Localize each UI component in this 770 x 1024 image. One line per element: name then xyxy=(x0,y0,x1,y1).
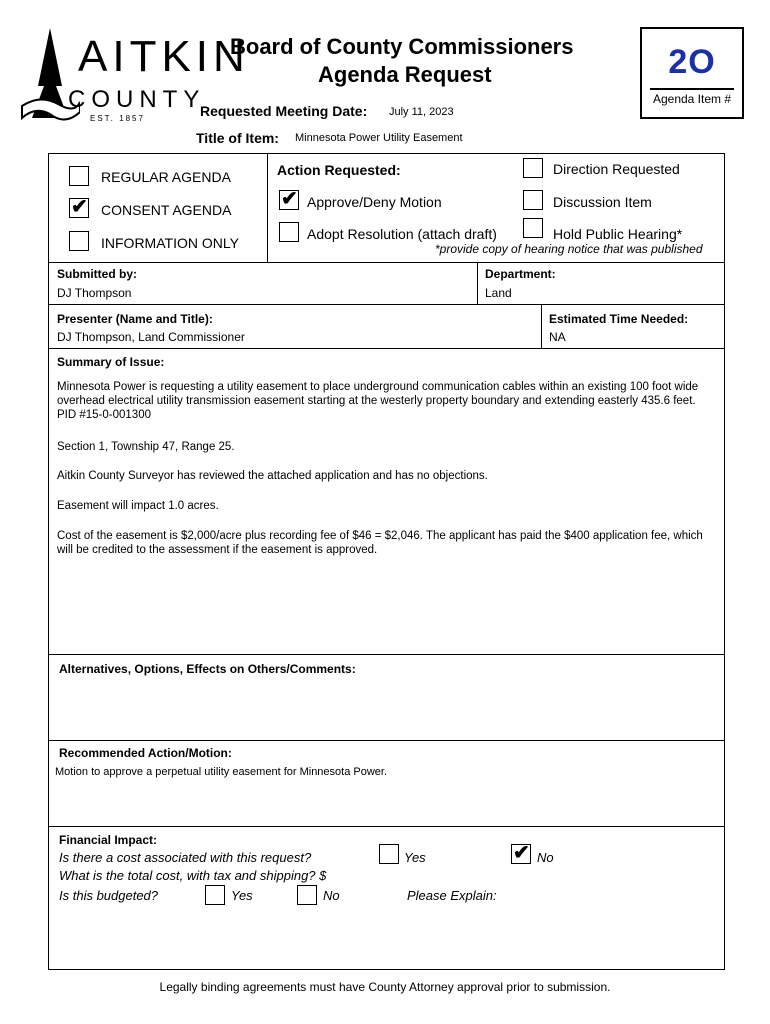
hearing-note: *provide copy of hearing notice that was published xyxy=(435,242,703,256)
title-of-item-label: Title of Item: xyxy=(196,130,279,146)
submitted-by-label: Submitted by: xyxy=(57,267,137,281)
regular-agenda-label: REGULAR AGENDA xyxy=(101,169,231,185)
information-only-checkbox[interactable] xyxy=(69,231,89,251)
divider xyxy=(49,740,724,741)
budgeted-question: Is this budgeted? xyxy=(59,888,159,903)
department-value[interactable]: Land xyxy=(485,286,512,300)
cost-no-checkbox[interactable] xyxy=(511,844,531,864)
check-mark-icon: ✔ xyxy=(281,188,298,210)
budgeted-no-checkbox[interactable] xyxy=(297,885,317,905)
divider xyxy=(49,262,724,263)
cost-yes-label: Yes xyxy=(404,850,426,865)
cost-no-label: No xyxy=(537,850,554,865)
presenter-value[interactable]: DJ Thompson, Land Commissioner xyxy=(57,330,245,344)
agenda-item-box xyxy=(640,27,744,119)
requested-date-value[interactable]: July 11, 2023 xyxy=(389,106,454,118)
total-cost-question: What is the total cost, with tax and shipping? $ xyxy=(59,868,327,883)
discussion-item-checkbox[interactable] xyxy=(523,190,543,210)
submitted-by-value[interactable]: DJ Thompson xyxy=(57,286,132,300)
page-title: Board of County Commissioners xyxy=(230,34,574,59)
summary-paragraph: Minnesota Power is requesting a utility easement to place underground communication cables within an existing 100 foot wide overhead electrical utility transmission easement starting at the westerly property boundary and extending easterly 435.6 feet. PID #15-0-001300 xyxy=(57,381,699,421)
budgeted-yes-checkbox[interactable] xyxy=(205,885,225,905)
discussion-item-label: Discussion Item xyxy=(553,194,652,210)
summary-paragraph: Easement will impact 1.0 acres. xyxy=(57,500,219,512)
check-mark-icon: ✔ xyxy=(71,196,88,218)
summary-label: Summary of Issue: xyxy=(57,355,165,369)
summary-paragraph: Cost of the easement is $2,000/acre plus recording fee of $46 = $2,046. The applicant has paid the $400 application fee, which will be credited to the assessment if the easement is approved. xyxy=(57,530,703,556)
footer-note: Legally binding agreements must have County Attorney approval prior to submission. xyxy=(159,980,611,994)
divider xyxy=(49,348,724,349)
budgeted-no-label: No xyxy=(323,888,340,903)
information-only-label: INFORMATION ONLY xyxy=(101,235,239,251)
budgeted-yes-label: Yes xyxy=(231,888,253,903)
summary-paragraph: Aitkin County Surveyor has reviewed the attached application and has no objections. xyxy=(57,470,488,482)
logo-word-county: COUNTY xyxy=(68,86,206,113)
title-of-item-value[interactable]: Minnesota Power Utility Easement xyxy=(295,132,463,144)
approve-deny-label: Approve/Deny Motion xyxy=(307,194,442,210)
divider xyxy=(477,262,478,304)
estimated-time-value[interactable]: NA xyxy=(549,330,566,344)
estimated-time-label: Estimated Time Needed: xyxy=(549,312,689,326)
presenter-label: Presenter (Name and Title): xyxy=(57,312,213,326)
logo-est: EST. 1857 xyxy=(90,114,145,123)
please-explain-label: Please Explain: xyxy=(407,888,497,903)
approve-deny-checkbox[interactable] xyxy=(279,190,299,210)
logo-word-aitkin: AITKIN xyxy=(78,32,250,81)
alternatives-label: Alternatives, Options, Effects on Others/Comments: xyxy=(59,662,356,676)
hold-public-hearing-checkbox[interactable] xyxy=(523,218,543,238)
agenda-item-number[interactable]: 2O xyxy=(668,43,716,81)
direction-requested-label: Direction Requested xyxy=(553,161,680,177)
hold-public-hearing-label: Hold Public Hearing* xyxy=(553,226,683,242)
divider xyxy=(49,826,724,827)
summary-paragraph: Section 1, Township 47, Range 25. xyxy=(57,441,235,453)
check-mark-icon: ✔ xyxy=(513,842,530,864)
consent-agenda-checkbox[interactable] xyxy=(69,198,89,218)
divider xyxy=(267,154,268,263)
agenda-item-label: Agenda Item # xyxy=(652,92,732,106)
regular-agenda-checkbox[interactable] xyxy=(69,166,89,186)
adopt-resolution-checkbox[interactable] xyxy=(279,222,299,242)
cost-yes-checkbox[interactable] xyxy=(379,844,399,864)
adopt-resolution-label: Adopt Resolution (attach draft) xyxy=(307,226,497,242)
agenda-item-divider xyxy=(650,88,734,90)
agenda-request-form xyxy=(48,153,725,970)
requested-date-label: Requested Meeting Date: xyxy=(200,103,368,119)
page-subtitle: Agenda Request xyxy=(318,62,492,87)
aitkin-county-logo xyxy=(20,26,250,126)
divider xyxy=(541,304,542,348)
recommended-action-value[interactable]: Motion to approve a perpetual utility easement for Minnesota Power. xyxy=(55,766,388,778)
divider xyxy=(49,304,724,305)
department-label: Department: xyxy=(485,267,556,281)
financial-impact-label: Financial Impact: xyxy=(59,833,158,847)
cost-question: Is there a cost associated with this request? xyxy=(59,850,312,865)
divider xyxy=(49,654,724,655)
direction-requested-checkbox[interactable] xyxy=(523,158,543,178)
consent-agenda-label: CONSENT AGENDA xyxy=(101,202,232,218)
action-requested-heading: Action Requested: xyxy=(277,162,401,178)
recommended-action-label: Recommended Action/Motion: xyxy=(59,746,232,760)
